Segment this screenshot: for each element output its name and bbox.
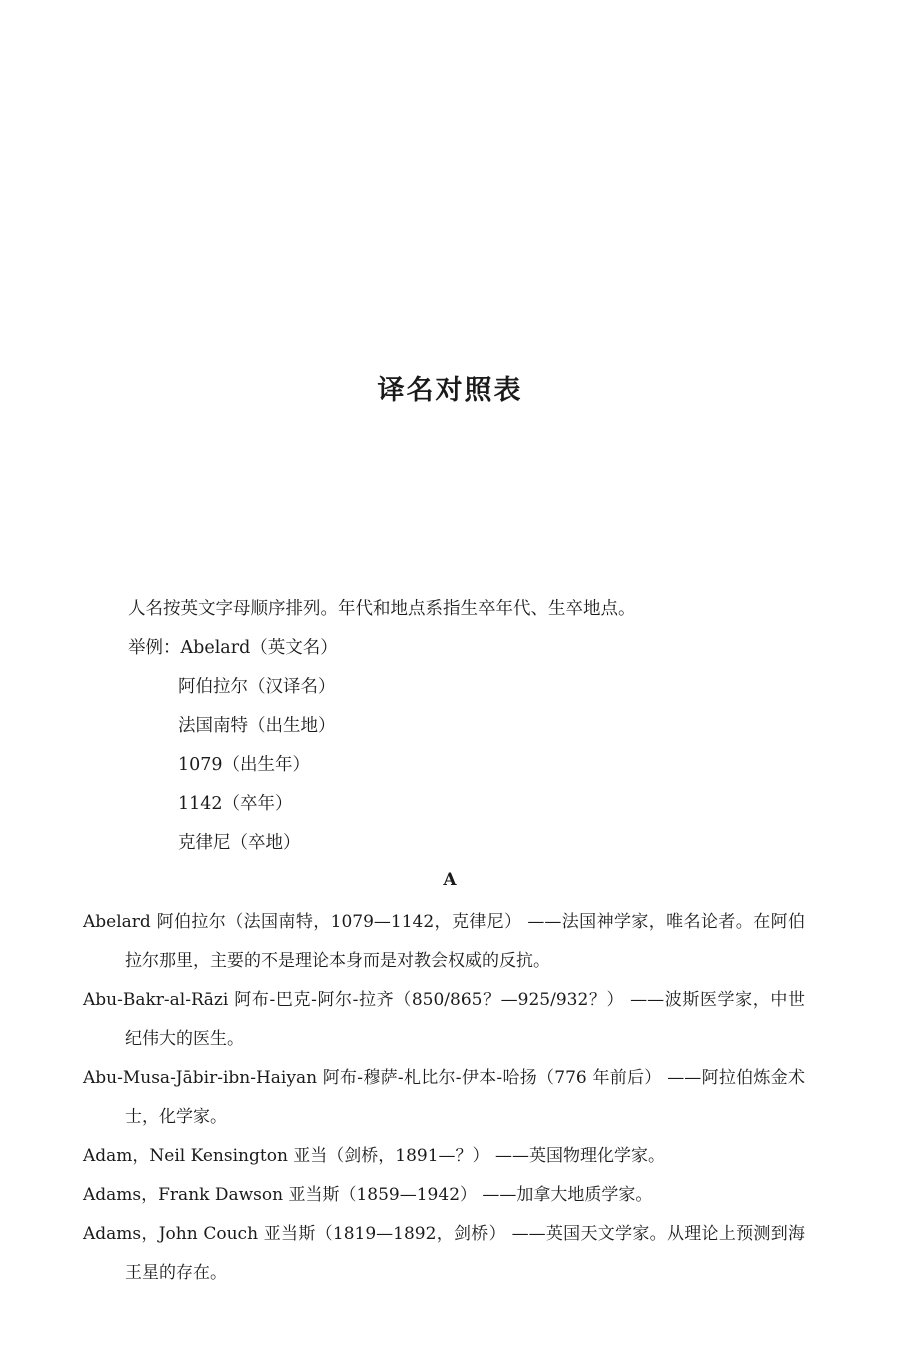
example-heading: 举例：Abelard（英文名） [128, 638, 338, 658]
example-line-birth-year: 1079（出生年） [178, 755, 311, 775]
section-letter: A [443, 870, 457, 890]
list-item: Abu-Bakr-al-Rāzi 阿布-巴克-阿尔-拉齐（850/865？—925/932？） ——波斯医学家，中世纪伟大的医生。 [83, 990, 805, 1049]
example-line-death-year: 1142（卒年） [178, 794, 293, 814]
list-item: Adam，Neil Kensington 亚当（剑桥，1891—？） ——英国物理化学家。 [83, 1146, 665, 1166]
list-item: Adams，Frank Dawson 亚当斯（1859—1942） ——加拿大地质学家。 [83, 1185, 653, 1205]
entry-list [83, 903, 805, 1293]
list-item: Abu-Musa-Jābir-ibn-Haiyan 阿布-穆萨-札比尔-伊本-哈扬（776 年前后） ——阿拉伯炼金术士，化学家。 [83, 1068, 805, 1127]
page-title: 译名对照表 [377, 375, 523, 406]
example-line-translated-name: 阿伯拉尔（汉译名） [178, 677, 336, 697]
intro-text: 人名按英文字母顺序排列。年代和地点系指生卒年代、生卒地点。 [128, 599, 636, 619]
list-item: Adams，John Couch 亚当斯（1819—1892，剑桥） ——英国天文学家。从理论上预测到海王星的存在。 [83, 1224, 805, 1283]
example-line-death-place: 克律尼（卒地） [178, 833, 301, 853]
list-item: Abelard 阿伯拉尔（法国南特，1079—1142，克律尼） ——法国神学家，唯名论者。在阿伯拉尔那里，主要的不是理论本身而是对教会权威的反抗。 [83, 912, 805, 971]
example-line-birthplace: 法国南特（出生地） [178, 716, 336, 736]
